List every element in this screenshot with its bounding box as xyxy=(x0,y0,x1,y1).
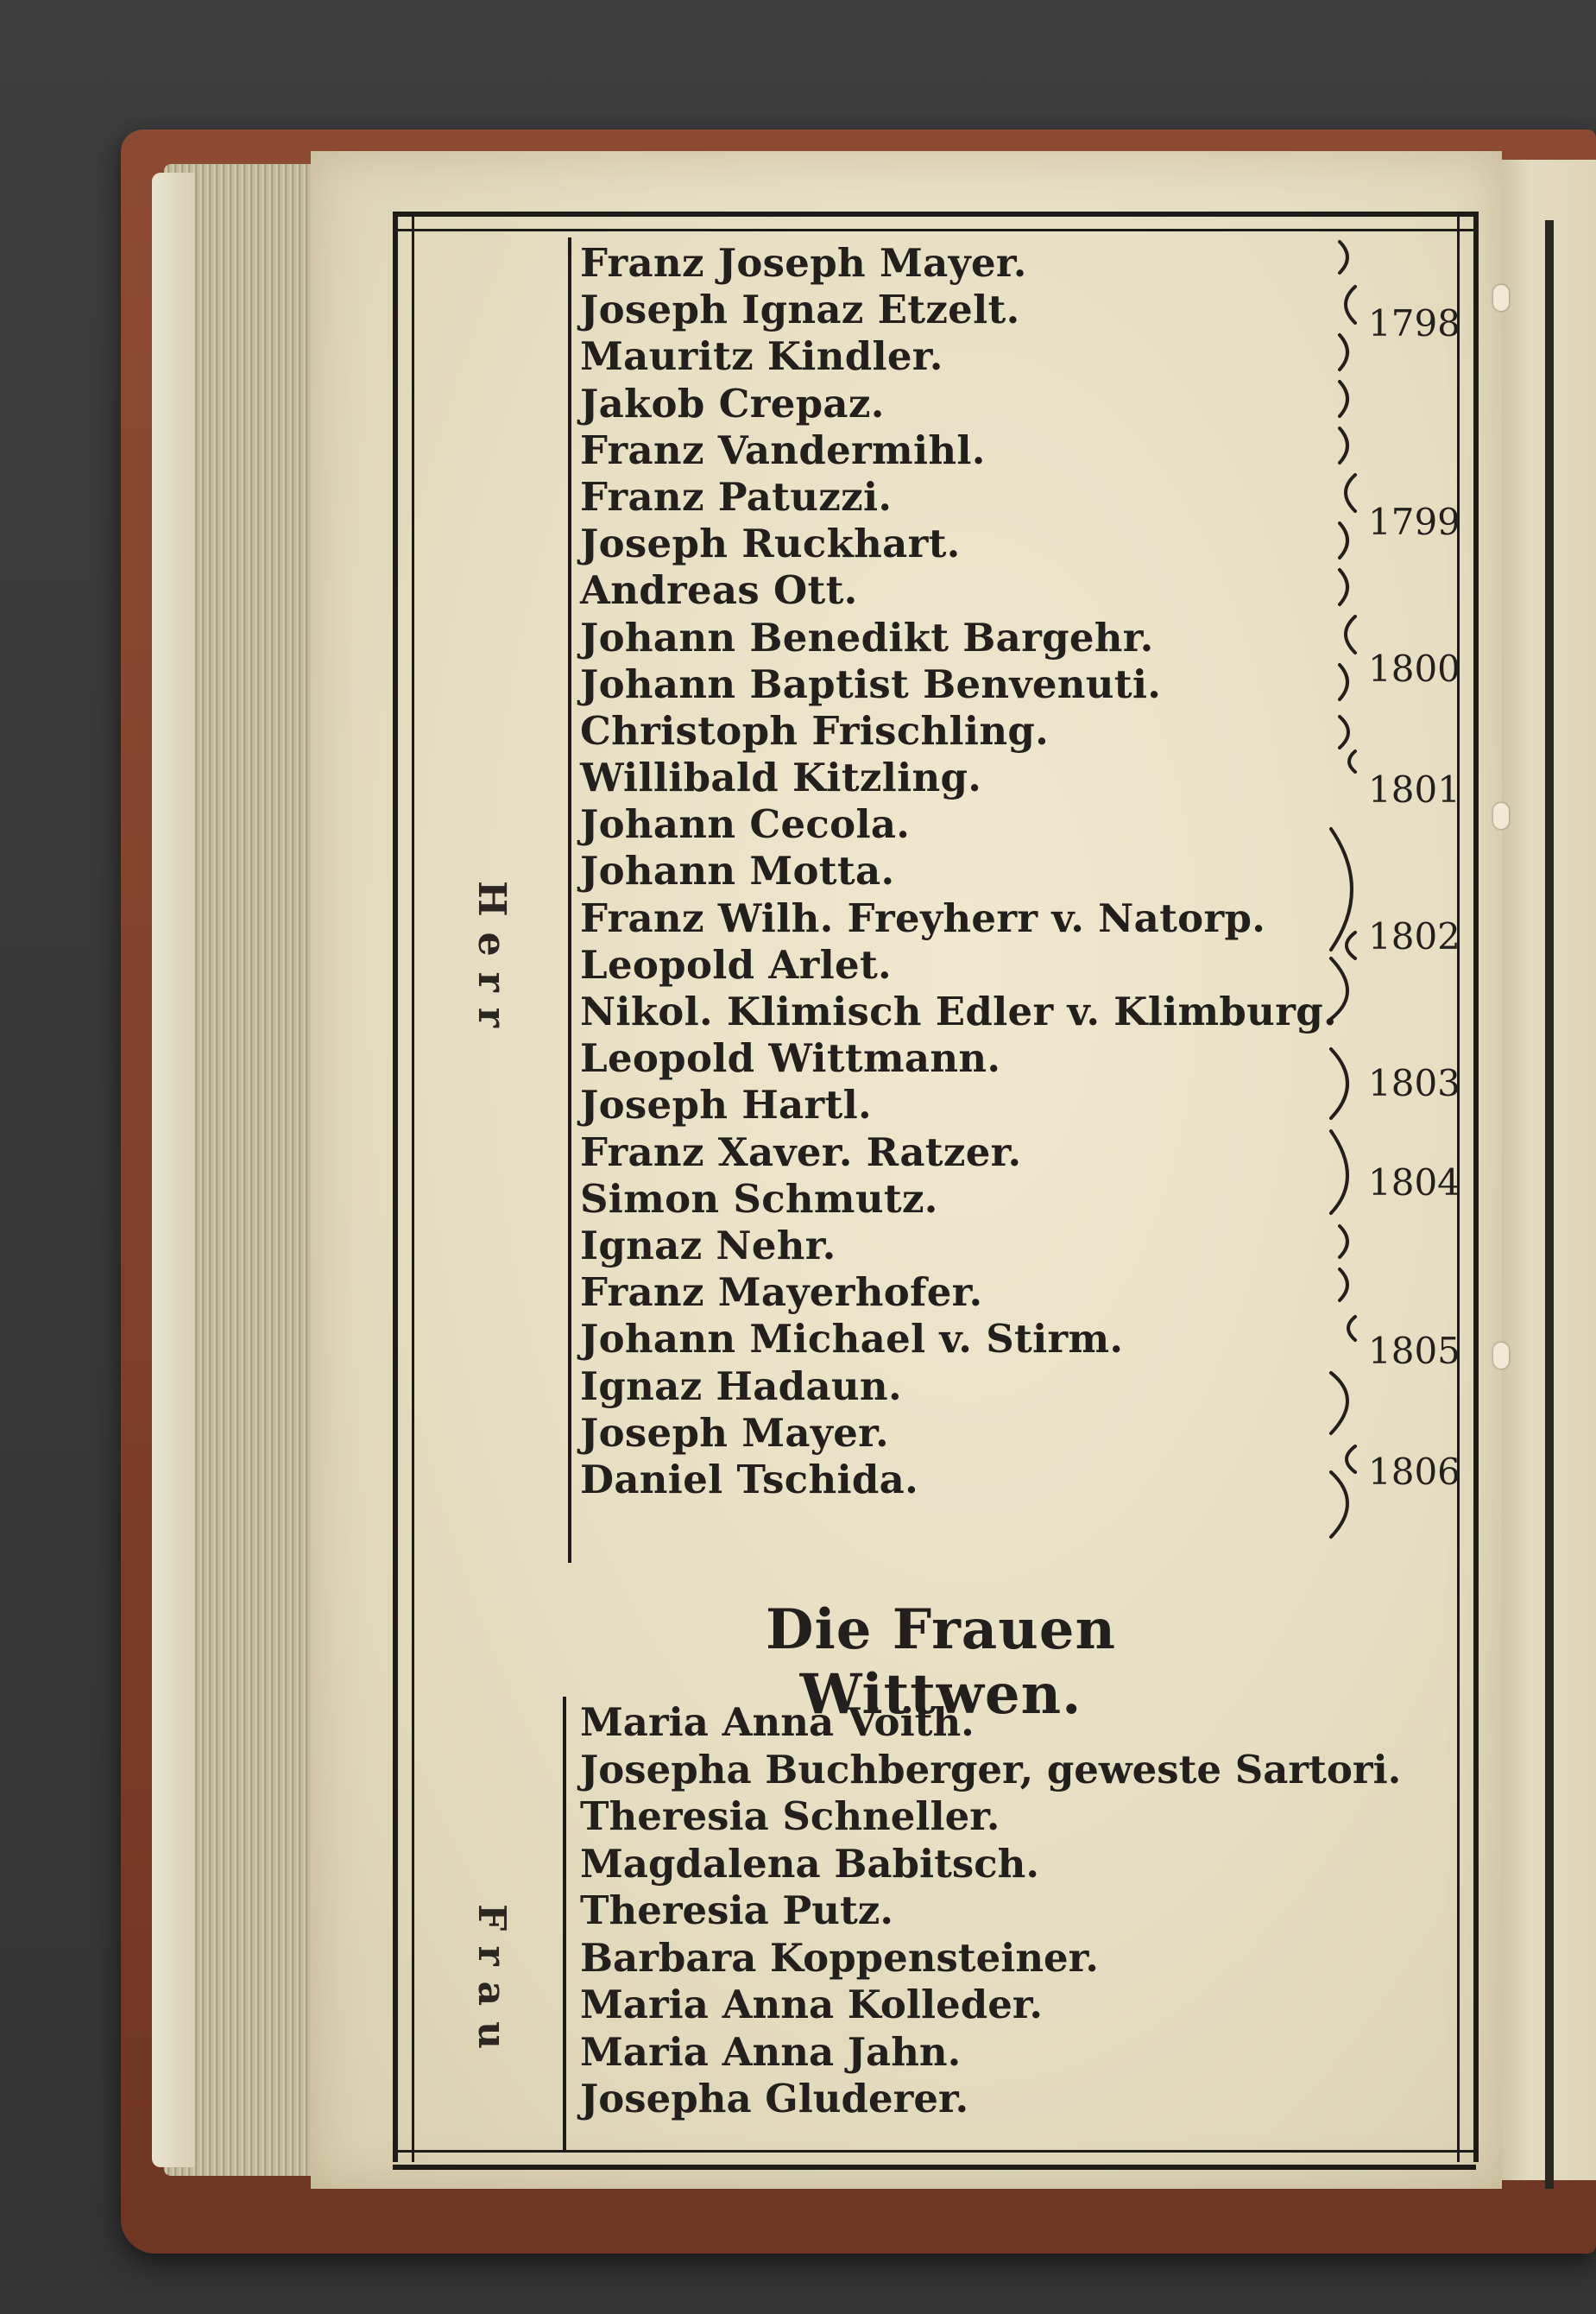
herren-list xyxy=(580,240,1357,1503)
list-item: Nikol. Klimisch Edler v. Klimburg. xyxy=(580,989,1337,1034)
bracket-stroke xyxy=(1340,242,1347,273)
frame-bottom-rule xyxy=(393,2150,1476,2170)
column-divider-herren xyxy=(568,237,571,1563)
section-label-frau xyxy=(462,1904,514,1982)
list-item: Johann Baptist Benvenuti. xyxy=(580,661,1162,707)
list-item: Franz Xaver. Ratzer. xyxy=(580,1129,1022,1175)
year-label: 1804 xyxy=(1368,1161,1460,1204)
list-item: Franz Wilh. Freyherr v. Natorp. xyxy=(580,895,1266,941)
list-item: Leopold Wittmann. xyxy=(580,1035,1001,1082)
year-label: 1801 xyxy=(1368,768,1460,811)
list-item: Daniel Tschida. xyxy=(580,1456,919,1502)
list-item: Joseph Ignaz Etzelt. xyxy=(580,287,1020,333)
list-item: Josepha Gluderer. xyxy=(580,2076,969,2121)
list-item: Johann Cecola. xyxy=(580,801,911,848)
bracket-stroke xyxy=(1340,717,1348,748)
bracket-stroke xyxy=(1331,1472,1347,1537)
list-item: Maria Anna Voith. xyxy=(580,1699,975,1745)
section-label-herr xyxy=(462,881,514,958)
list-item: Andreas Ott. xyxy=(580,567,858,614)
list-item: Ignaz Nehr. xyxy=(580,1222,836,1268)
bracket-stroke xyxy=(1340,1269,1347,1300)
year-label: 1802 xyxy=(1368,915,1460,958)
list-item: Simon Schmutz. xyxy=(580,1175,938,1222)
list-item: Josepha Buchberger, geweste Sartori. xyxy=(580,1746,1402,1792)
bracket-stroke xyxy=(1331,1049,1347,1118)
list-item: Theresia Schneller. xyxy=(580,1793,1000,1839)
section-heading-frauen: Die Frauen Wittwen. xyxy=(765,1597,1117,1727)
bracket-stroke xyxy=(1340,523,1347,558)
list-item: Franz Vandermihl. xyxy=(580,427,986,473)
bracket-stroke xyxy=(1346,616,1355,653)
frame-left-rule xyxy=(393,212,414,2162)
list-item: Franz Patuzzi. xyxy=(580,473,893,520)
year-label: 1806 xyxy=(1368,1451,1460,1493)
bracket-stroke xyxy=(1340,665,1347,699)
bracket-stroke xyxy=(1340,1226,1347,1257)
list-item: Joseph Ruckhart. xyxy=(580,521,961,567)
year-label: 1800 xyxy=(1368,648,1460,690)
facing-page-frame xyxy=(1545,220,1554,2189)
list-item: Franz Joseph Mayer. xyxy=(580,240,1027,286)
bracket-stroke xyxy=(1331,829,1352,950)
list-item: Maria Anna Kolleder. xyxy=(580,1982,1044,2027)
bracket-stroke xyxy=(1331,1373,1347,1433)
bracket-stroke xyxy=(1348,1317,1355,1340)
binding-stitch xyxy=(1493,285,1509,311)
binding-stitch xyxy=(1493,803,1509,829)
bracket-stroke xyxy=(1346,287,1355,323)
bracket-stroke xyxy=(1340,428,1347,463)
list-item: Joseph Hartl. xyxy=(580,1082,872,1129)
list-item: Maria Anna Jahn. xyxy=(580,2028,962,2075)
bracket-stroke xyxy=(1340,570,1347,604)
frame-top-rule xyxy=(393,212,1476,231)
bracket-stroke xyxy=(1331,958,1347,1019)
frauen-list xyxy=(580,1699,1402,2123)
list-item: Joseph Mayer. xyxy=(580,1409,890,1456)
bracket-stroke xyxy=(1347,933,1355,958)
list-item: Johann Michael v. Stirm. xyxy=(580,1316,1124,1362)
list-item: Theresia Putz. xyxy=(580,1887,893,1933)
bracket-stroke xyxy=(1331,1131,1347,1213)
list-item: Christoph Frischling. xyxy=(580,707,1050,754)
binding-stitch xyxy=(1493,1343,1509,1369)
year-label: 1798 xyxy=(1368,302,1460,345)
list-item: Johann Benedikt Bargehr. xyxy=(580,614,1154,661)
column-divider-frauen xyxy=(563,1697,566,2150)
year-label: 1803 xyxy=(1368,1062,1460,1104)
list-item: Ignaz Hadaun. xyxy=(580,1362,902,1409)
bracket-stroke xyxy=(1346,475,1355,511)
year-brackets xyxy=(1321,233,1372,1563)
list-item: Willibald Kitzling. xyxy=(580,755,982,801)
bracket-stroke xyxy=(1347,1446,1355,1472)
page-edges-light xyxy=(152,173,195,2167)
list-item: Johann Motta. xyxy=(580,848,895,895)
year-label: 1799 xyxy=(1368,501,1460,543)
list-item: Magdalena Babitsch. xyxy=(580,1840,1039,1887)
list-item: Franz Mayerhofer. xyxy=(580,1269,983,1316)
year-label: 1805 xyxy=(1368,1330,1460,1372)
list-item: Leopold Arlet. xyxy=(580,941,892,988)
list-item: Barbara Koppensteiner. xyxy=(580,1934,1099,1981)
bracket-stroke xyxy=(1340,382,1347,416)
bracket-stroke xyxy=(1340,335,1347,370)
list-item: Mauritz Kindler. xyxy=(580,333,943,380)
bracket-stroke xyxy=(1349,751,1355,772)
list-item: Jakob Crepaz. xyxy=(580,380,885,427)
